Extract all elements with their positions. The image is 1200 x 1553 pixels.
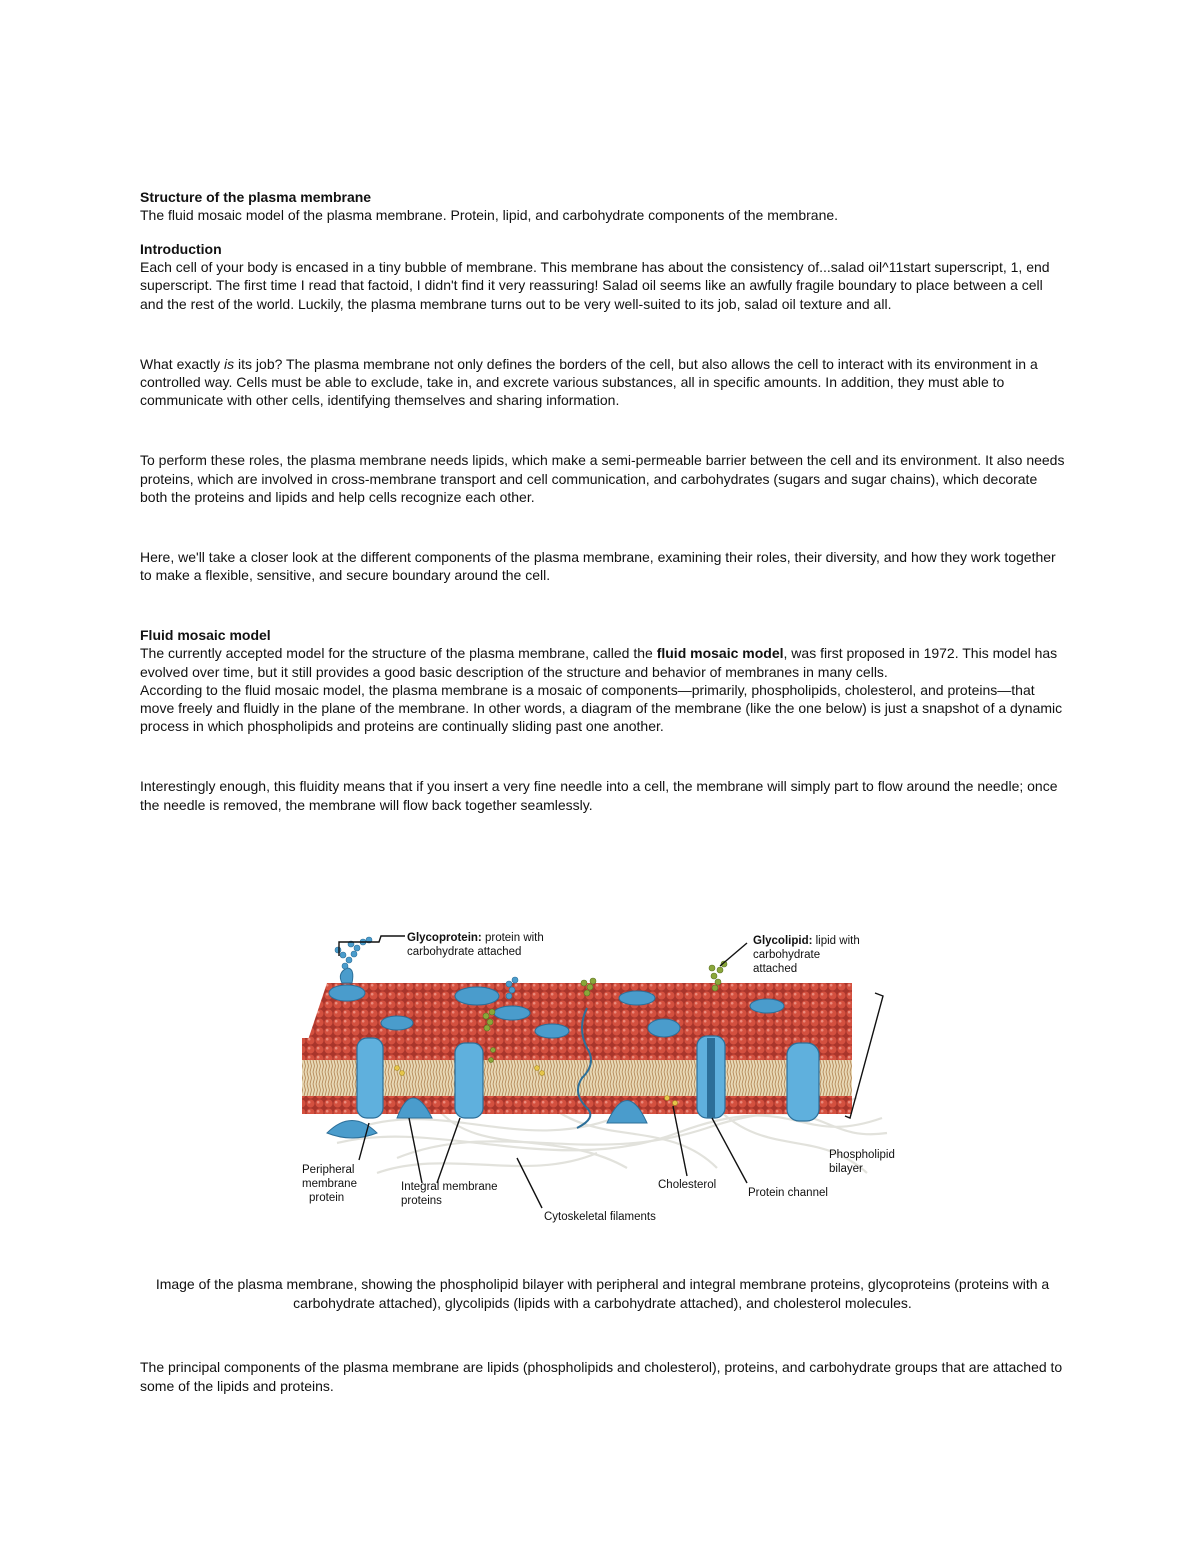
integral-label-1: Integral membrane bbox=[401, 1181, 498, 1193]
protein-channel bbox=[707, 1038, 715, 1118]
phospholipid-label-2: bilayer bbox=[829, 1163, 863, 1175]
membrane-outer-heads bbox=[302, 1038, 852, 1060]
peripheral-label-3: protein bbox=[309, 1192, 345, 1204]
cholesterol-label: Cholesterol bbox=[658, 1179, 717, 1191]
protein-channel-label: Protein channel bbox=[748, 1187, 828, 1199]
peripheral-protein bbox=[327, 1121, 377, 1139]
closing-paragraph: The principal components of the plasma membrane are lipids (phospholipids and cholesterol), proteins, and carbohydrate groups that are attached to some of the lipids and proteins. bbox=[140, 1359, 1063, 1394]
fluid-mosaic-heading: Fluid mosaic model bbox=[140, 627, 271, 644]
fluid-paragraph-3: Interestingly enough, this fluidity means that if you insert a very fine needle into a cell, the membrane will simply part to flow around the needle; once the needle is removed, the membrane will flow back together seamlessly. bbox=[140, 778, 1058, 813]
glycolipid-label-line2: carbohydrate bbox=[753, 949, 821, 961]
glycoprotein-label-line2: carbohydrate attached bbox=[407, 946, 522, 958]
intro-heading: Introduction bbox=[140, 241, 222, 258]
fluid-paragraph-2: According to the fluid mosaic model, the plasma membrane is a mosaic of components—primarily, phospholipids, cholesterol, and proteins—that move freely and fluidly in the plane of the membrane. In other words, a diagram of the membrane (like the one below) is just a snapshot of a dynamic process in which phospholipids and proteins are continually sliding past one another. bbox=[140, 681, 1063, 735]
section-subtitle: The fluid mosaic model of the plasma membrane. Protein, lipid, and carbohydrate components of the membrane. bbox=[140, 207, 839, 223]
membrane-inner-heads bbox=[302, 1096, 852, 1114]
intro-paragraph-3: To perform these roles, the plasma membrane needs lipids, which make a semi-permeable barrier between the cell and its environment. It also needs proteins, which are involved in cross-membrane transport and cell communication, and carbohydrates (sugars and sugar chains), which decorate both the proteins and lipids and help cells recognize each other. bbox=[140, 452, 1065, 505]
glycolipid-label-line3: attached bbox=[753, 963, 798, 975]
peripheral-label-1: Peripheral bbox=[302, 1164, 355, 1176]
intro-paragraph-2: What exactly is its job? The plasma membrane not only defines the borders of the cell, but also allows the cell to interact with its environment in a controlled way. Cells must be able to exclude, take in, and excrete various substances, all in specific amounts. In addition, they must able to communicate with other cells, identifying themselves and sharing information. bbox=[140, 355, 1038, 409]
intro-paragraph-1: Each cell of your body is encased in a tiny bubble of membrane. This membrane has about the consistency of...salad oil^11start superscript, 1, end superscript. The first time I read that factoid, I didn't find it very reassuring! Salad oil seems like an awfully fragile boundary to place between a cell and the rest of the world. Luckily, the plasma membrane turns out to be very well-suited to its job, salad oil texture and all. bbox=[140, 259, 1050, 312]
integral-label-2: proteins bbox=[401, 1195, 442, 1207]
fluid-paragraph-1: The currently accepted model for the structure of the plasma membrane, called the fluid mosaic model, was first proposed in 1972. This model has evolved over time, but it still provides a good basic description of the structure and behavior of membranes in many cells. bbox=[140, 645, 1058, 680]
glycoprotein-label: Glycoprotein: protein with bbox=[407, 932, 544, 944]
plasma-membrane-diagram bbox=[297, 928, 917, 1228]
emphasis-is: is bbox=[224, 355, 235, 372]
glycoprotein bbox=[335, 937, 372, 983]
fluid-mosaic-term: fluid mosaic model bbox=[656, 645, 784, 662]
peripheral-label-2: membrane bbox=[302, 1178, 357, 1190]
glycolipid-label: Glycolipid: lipid with bbox=[753, 935, 860, 947]
document-body bbox=[140, 188, 1065, 814]
intro-paragraph-4: Here, we'll take a closer look at the different components of the plasma membrane, examining their roles, their diversity, and how they work together to make a flexible, sensitive, and secure boundary around the cell. bbox=[140, 549, 1056, 584]
cytoskeletal-label: Cytoskeletal filaments bbox=[544, 1211, 656, 1223]
section-title: Structure of the plasma membrane bbox=[140, 189, 372, 205]
phospholipid-label-1: Phospholipid bbox=[829, 1149, 895, 1161]
figure-caption: Image of the plasma membrane, showing the phospholipid bilayer with peripheral and integral membrane proteins, glycoproteins (proteins with a carbohydrate attached), glycolipids (lipids with a carbohydrate attached), and cholesterol molecules. bbox=[155, 1276, 1050, 1311]
